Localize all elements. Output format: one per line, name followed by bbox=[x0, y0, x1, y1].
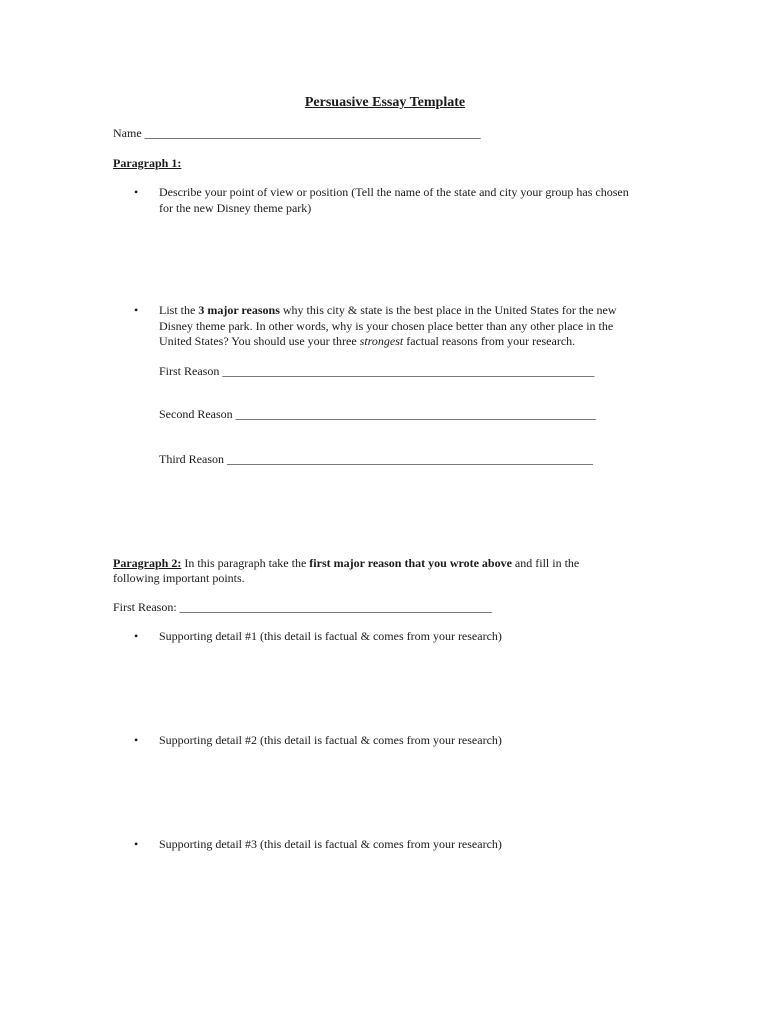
name-line bbox=[113, 126, 481, 142]
bullet-icon: • bbox=[134, 733, 139, 747]
p1-bullet2-line3 bbox=[159, 334, 575, 350]
name-blank: ________________________________________________________ bbox=[144, 126, 481, 140]
bullet-icon: • bbox=[134, 185, 139, 199]
p1-bullet2-line3-post: factual reasons from your research. bbox=[403, 334, 576, 348]
p1-bullet2-post: why this city & state is the best place in the United States for the new bbox=[279, 303, 617, 317]
first-reason-line: First Reason ______________________________________________________________ bbox=[159, 364, 595, 378]
p1-bullet1-line1: Describe your point of view or position (Tell the name of the state and city your group has chosen bbox=[159, 185, 629, 199]
p1-bullet2-line3-italic: strongest bbox=[359, 334, 404, 348]
p2-intro-line2: following important points. bbox=[113, 571, 245, 585]
p2-intro-pre: In this paragraph take the bbox=[181, 556, 310, 570]
bullet-icon: • bbox=[134, 629, 139, 643]
page-title: Persuasive Essay Template bbox=[304, 95, 466, 110]
supporting-detail-2: Supporting detail #2 (this detail is factual & comes from your research) bbox=[159, 733, 502, 747]
supporting-detail-3: Supporting detail #3 (this detail is factual & comes from your research) bbox=[159, 837, 502, 851]
p1-bullet2-line2: Disney theme park. In other words, why is your chosen place better than any other place in the bbox=[159, 319, 614, 333]
p1-bullet2-line3-pre: United States? You should use your three bbox=[159, 334, 360, 348]
p1-bullet1-line2: for the new Disney theme park) bbox=[159, 201, 312, 215]
p1-bullet2-line1 bbox=[159, 303, 616, 319]
bullet-icon: • bbox=[134, 303, 139, 317]
second-reason-line: Second Reason ____________________________________________________________ bbox=[159, 407, 596, 421]
paragraph-2-heading: Paragraph 2: bbox=[113, 556, 182, 570]
p1-bullet2-bold: 3 major reasons bbox=[198, 303, 280, 317]
p2-first-reason-line: First Reason: ____________________________________________________ bbox=[113, 600, 492, 614]
name-label: Name bbox=[113, 126, 142, 140]
p2-intro-bold: first major reason that you wrote above bbox=[309, 556, 512, 570]
p2-intro-line1 bbox=[113, 556, 579, 572]
third-reason-line: Third Reason _____________________________________________________________ bbox=[159, 452, 593, 466]
p1-bullet2-pre: List the bbox=[159, 303, 199, 317]
bullet-icon: • bbox=[134, 837, 139, 851]
paragraph-1-heading: Paragraph 1: bbox=[113, 156, 182, 170]
p2-intro-post: and fill in the bbox=[511, 556, 580, 570]
supporting-detail-1: Supporting detail #1 (this detail is factual & comes from your research) bbox=[159, 629, 502, 643]
